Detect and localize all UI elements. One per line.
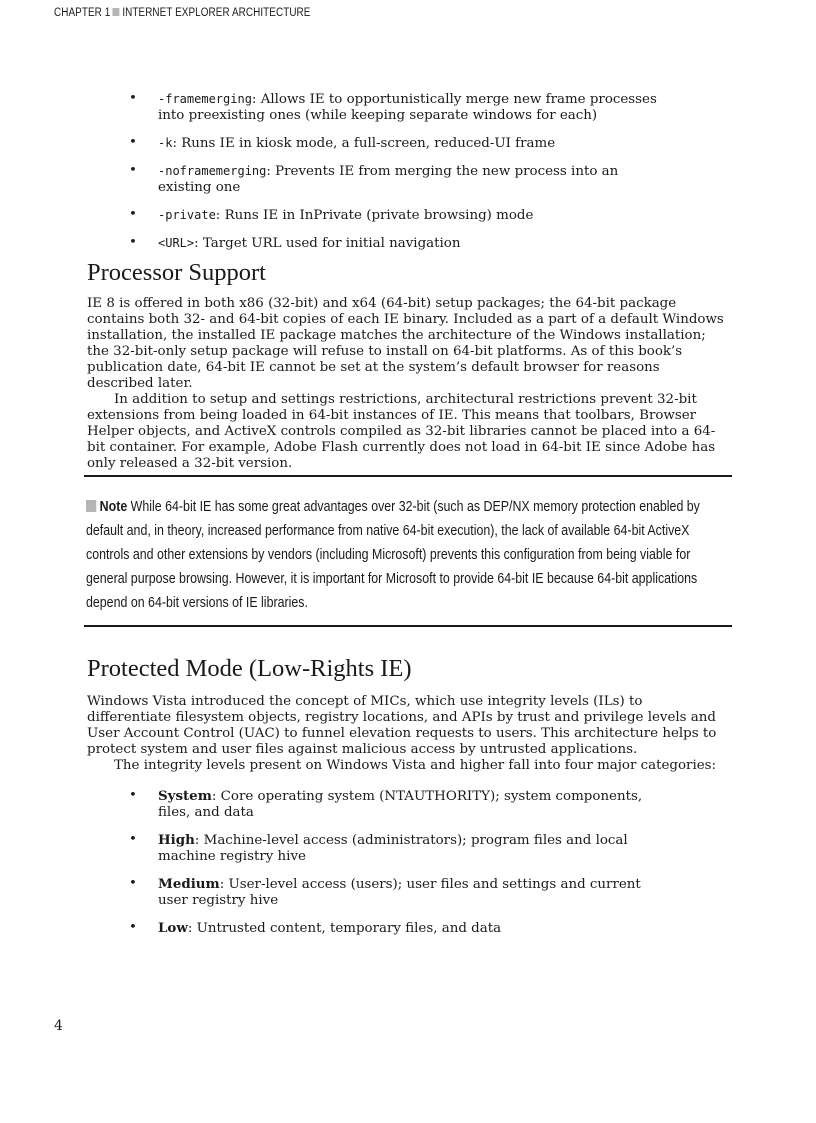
separator-square-icon bbox=[113, 8, 120, 16]
option-code: -private bbox=[158, 208, 216, 222]
list-item bbox=[0, 920, 658, 937]
option-code: -k bbox=[158, 136, 173, 150]
option-code: -noframemerging bbox=[158, 164, 267, 178]
list-item bbox=[0, 91, 658, 124]
bullet-icon: • bbox=[129, 207, 137, 222]
bullet-icon: • bbox=[129, 135, 137, 150]
level-description: : Core operating system (NTAUTHORITY); system components, files, and data bbox=[158, 789, 643, 820]
list-item bbox=[0, 207, 658, 224]
option-code: <URL> bbox=[158, 236, 195, 250]
list-item bbox=[0, 135, 658, 152]
running-head-chapter: CHAPTER 1 bbox=[54, 7, 111, 19]
list-item bbox=[0, 876, 658, 909]
integrity-levels-list bbox=[0, 788, 658, 948]
running-head bbox=[54, 7, 310, 19]
protected-mode-body bbox=[87, 694, 729, 774]
level-description: : User-level access (users); user files and settings and current user registry hive bbox=[158, 877, 641, 908]
paragraph: Windows Vista introduced the concept of MICs, which use integrity levels (ILs) to differentiate filesystem objects, registry locations, and APIs by trust and privilege levels and User Account Control (UAC) to funnel elevation requests to users. This architecture helps to protect system and user files against malicious access by untrusted applications. bbox=[87, 694, 717, 757]
running-head-title: INTERNET EXPLORER ARCHITECTURE bbox=[122, 7, 311, 19]
level-name: Low bbox=[158, 920, 188, 936]
bullet-icon: • bbox=[129, 832, 137, 847]
bullet-icon: • bbox=[129, 91, 137, 106]
note-body: While 64-bit IE has some great advantages over 32-bit (such as DEP/NX memory protection enabled by default and, in theory, increased performance from native 64-bit execution), the lack of available 64-bit ActiveX controls and other extensions by vendors (including Microsoft) prevents this configuration from being viable for general purpose browsing. However, it is important for Microsoft to provide 64-bit IE because 64-bit applications depend on 64-bit versions of IE libraries. bbox=[86, 499, 700, 611]
section-heading-processor-support: Processor Support bbox=[87, 259, 266, 286]
bullet-icon: • bbox=[129, 163, 137, 178]
paragraph: The integrity levels present on Windows Vista and higher fall into four major categories: bbox=[114, 758, 717, 773]
level-name: High bbox=[158, 832, 195, 848]
level-name: System bbox=[158, 788, 212, 804]
command-line-options-list bbox=[0, 91, 658, 263]
level-description: : Machine-level access (administrators); program files and local machine registry hive bbox=[158, 833, 628, 864]
list-item bbox=[0, 788, 658, 821]
paragraph: In addition to setup and settings restrictions, architectural restrictions prevent 32-bit extensions from being loaded in 64-bit instances of IE. This means that toolbars, Browser Helper objects, and ActiveX controls compiled as 32-bit libraries cannot be placed into a 64-bit container. For example, Adobe Flash currently does not load in 64-bit IE since Adobe has only released a 32-bit version. bbox=[87, 392, 716, 471]
bullet-icon: • bbox=[129, 920, 137, 935]
bullet-icon: • bbox=[129, 235, 137, 250]
option-description: : Runs IE in InPrivate (private browsing) mode bbox=[215, 208, 534, 223]
note-square-icon bbox=[86, 500, 96, 512]
level-description: : Untrusted content, temporary files, and data bbox=[187, 921, 502, 936]
section-heading-protected-mode: Protected Mode (Low-Rights IE) bbox=[87, 655, 412, 682]
bullet-icon: • bbox=[129, 788, 137, 803]
option-code: -framemerging bbox=[158, 92, 252, 106]
list-item bbox=[0, 832, 658, 865]
paragraph: IE 8 is offered in both x86 (32-bit) and x64 (64-bit) setup packages; the 64-bit package contains both 32- and 64-bit copies of each IE binary. Included as a part of a default Windows installation, the installed IE package matches the architecture of the Windows installation; the 32-bit-only setup package will refuse to install on 64-bit platforms. As of this book’s publication date, 64-bit IE cannot be set at the system’s default browser for reasons described later. bbox=[87, 296, 724, 391]
option-description: : Target URL used for initial navigation bbox=[194, 236, 461, 251]
option-description: : Runs IE in kiosk mode, a full-screen, reduced-UI frame bbox=[172, 136, 556, 151]
list-item bbox=[0, 235, 658, 252]
option-description: : Allows IE to opportunistically merge new frame processes into preexisting ones (while keeping separate windows for each) bbox=[158, 92, 657, 123]
option-description: : Prevents IE from merging the new process into an existing one bbox=[158, 164, 619, 195]
note-label: Note bbox=[99, 499, 128, 515]
processor-support-body bbox=[87, 296, 729, 472]
bullet-icon: • bbox=[129, 876, 137, 891]
list-item bbox=[0, 163, 658, 196]
page-number: 4 bbox=[54, 1018, 63, 1034]
level-name: Medium bbox=[158, 876, 220, 892]
note-text bbox=[86, 495, 732, 615]
note-box bbox=[84, 475, 732, 627]
